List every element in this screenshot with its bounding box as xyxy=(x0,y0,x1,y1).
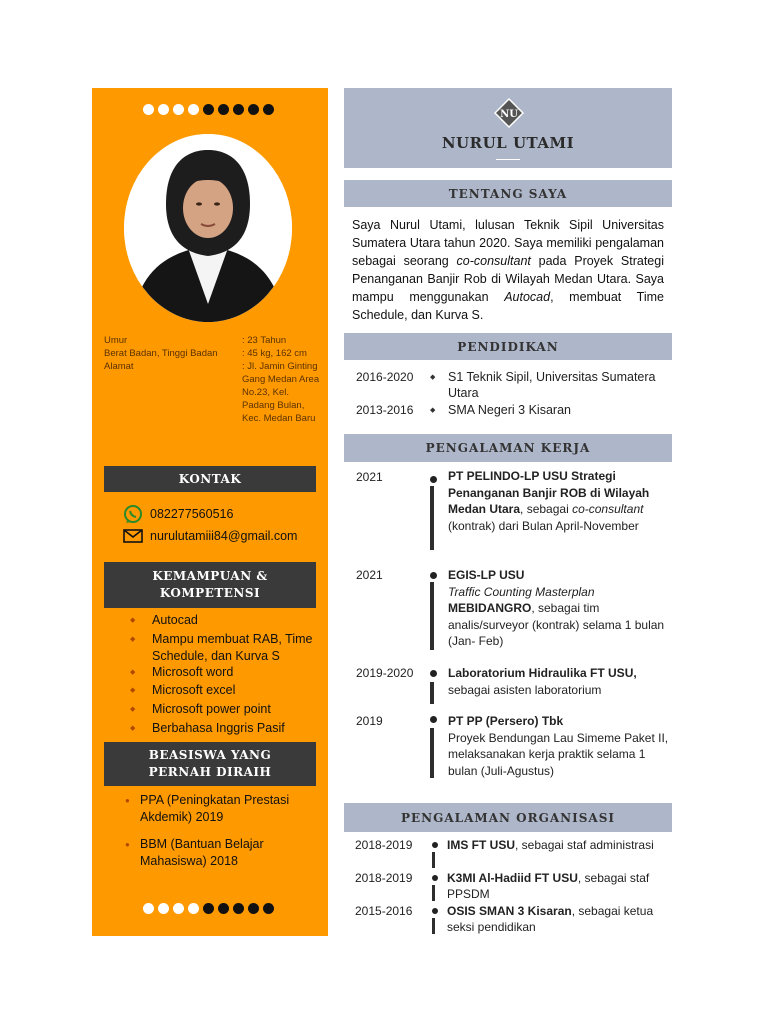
skill-item: ◆ Autocad xyxy=(152,612,198,629)
skill-item: ◆ Mampu membuat RAB, Time Schedule, dan Kurva S xyxy=(152,631,316,664)
work-entry: Laboratorium Hidraulika FT USU, sebagai asisten laboratorium xyxy=(448,666,637,697)
organization-years: 2018-2019 xyxy=(355,871,413,885)
full-name: NURUL UTAMI xyxy=(441,134,575,152)
organization-entry: IMS FT USU, sebagai staf administrasi xyxy=(447,838,654,852)
education-years: 2013-2016 xyxy=(356,403,414,417)
work-entry: PT PP (Persero) Tbk Proyek Bendungan Lau Simeme Paket II, melaksanakan kerja praktik selama 1 bulan (Juli-Agustus) xyxy=(448,714,669,778)
decorative-dots-bottom xyxy=(92,903,328,917)
timeline-dot xyxy=(430,476,437,483)
timeline-dot xyxy=(430,670,437,677)
work-year: 2019-2020 xyxy=(356,666,414,680)
skill-item: ◆ Microsoft word xyxy=(152,664,233,681)
profile-photo xyxy=(124,134,292,322)
work-year: 2019 xyxy=(356,714,383,728)
timeline-bar xyxy=(432,885,435,901)
timeline-dot xyxy=(432,875,438,881)
education-bullet: ◆ xyxy=(430,407,436,414)
phone-number[interactable]: 082277560516 xyxy=(150,507,234,521)
bio-value-age: : 23 Tahun xyxy=(242,335,287,346)
education-years: 2016-2020 xyxy=(356,370,414,384)
bio-label-address: Alamat xyxy=(104,361,134,372)
education-entry: S1 Teknik Sipil, Universitas Sumatera Utara xyxy=(448,370,656,400)
skill-item: ◆ Microsoft power point xyxy=(152,701,271,718)
contact-email xyxy=(122,526,297,546)
timeline-dot xyxy=(432,908,438,914)
contact-heading: KONTAK xyxy=(104,466,316,492)
timeline-dot xyxy=(430,572,437,579)
work-heading: PENGALAMAN KERJA xyxy=(344,434,672,462)
organization-entry: K3MI Al-Hadiid FT USU, sebagai staf PPSDM xyxy=(447,871,650,901)
timeline-dot xyxy=(432,842,438,848)
name-header xyxy=(344,88,672,168)
scholarship-heading: BEASISWA YANG PERNAH DIRAIH xyxy=(104,742,316,786)
contact-phone xyxy=(122,504,233,524)
work-entry: PT PELINDO-LP USU Strategi Penanganan Banjir ROB di Wilayah Medan Utara, sebagai co-consultant (kontrak) dari Bulan April-November xyxy=(448,469,650,533)
work-entry: EGIS-LP USU Traffic Counting Masterplan MEBIDANGRO, sebagai tim analis/surveyor (kontrak) selama 1 bulan (Jan- Feb) xyxy=(448,568,665,648)
organization-years: 2015-2016 xyxy=(355,904,413,918)
education-bullet: ◆ xyxy=(430,374,436,381)
bio-value-address: : Jl. Jamin Ginting Gang Medan Area No.23, Kel. Padang Bulan, Kec. Medan Baru xyxy=(242,361,320,424)
skill-item: ◆ Microsoft excel xyxy=(152,682,235,699)
name-underline xyxy=(496,159,520,160)
organization-heading: PENGALAMAN ORGANISASI xyxy=(344,803,672,832)
bio-label-weight-height: Berat Badan, Tinggi Badan xyxy=(104,348,218,359)
scholarship-item: ● PPA (Peningkatan Prestasi Akdemik) 2019 xyxy=(140,792,316,826)
skills-heading: KEMAMPUAN & KOMPETENSI xyxy=(104,562,316,608)
envelope-icon xyxy=(122,526,144,546)
timeline-bar xyxy=(432,852,435,868)
about-heading: TENTANG SAYA xyxy=(344,180,672,207)
timeline-bar xyxy=(430,728,434,778)
timeline-bar xyxy=(430,486,434,550)
education-heading: PENDIDIKAN xyxy=(344,333,672,360)
decorative-dots-top xyxy=(92,104,328,118)
timeline-bar xyxy=(432,918,435,934)
monogram-logo xyxy=(494,98,524,128)
timeline-bar xyxy=(430,682,434,704)
timeline-bar xyxy=(430,582,434,650)
bio-value-weight-height: : 45 kg, 162 cm xyxy=(242,348,307,359)
work-year: 2021 xyxy=(356,568,383,582)
organization-entry: OSIS SMAN 3 Kisaran, sebagai ketua seksi pendidikan xyxy=(447,904,654,934)
scholarship-item: ● BBM (Bantuan Belajar Mahasiswa) 2018 xyxy=(140,836,316,870)
skill-item: ◆ Berbahasa Inggris Pasif xyxy=(152,720,285,737)
left-sidebar xyxy=(92,88,328,936)
whatsapp-icon xyxy=(122,504,144,524)
education-entry: SMA Negeri 3 Kisaran xyxy=(448,403,571,417)
work-year: 2021 xyxy=(356,470,383,484)
organization-years: 2018-2019 xyxy=(355,838,413,852)
svg-text:NU: NU xyxy=(500,109,518,120)
email-address[interactable]: nurulutamiii84@gmail.com xyxy=(150,529,298,543)
bio-label-age: Umur xyxy=(104,335,128,346)
about-text: Saya Nurul Utami, lulusan Teknik Sipil Universitas Sumatera Utara tahun 2020. Saya memiliki pengalaman sebagai seorang co-consultant pada Proyek Strategi Penanganan Banjir Rob di Wilayah Medan Utara. Saya mampu menggunakan Autocad, membuat Time Schedule, dan Kurva S. xyxy=(352,218,664,322)
timeline-dot xyxy=(430,716,437,723)
